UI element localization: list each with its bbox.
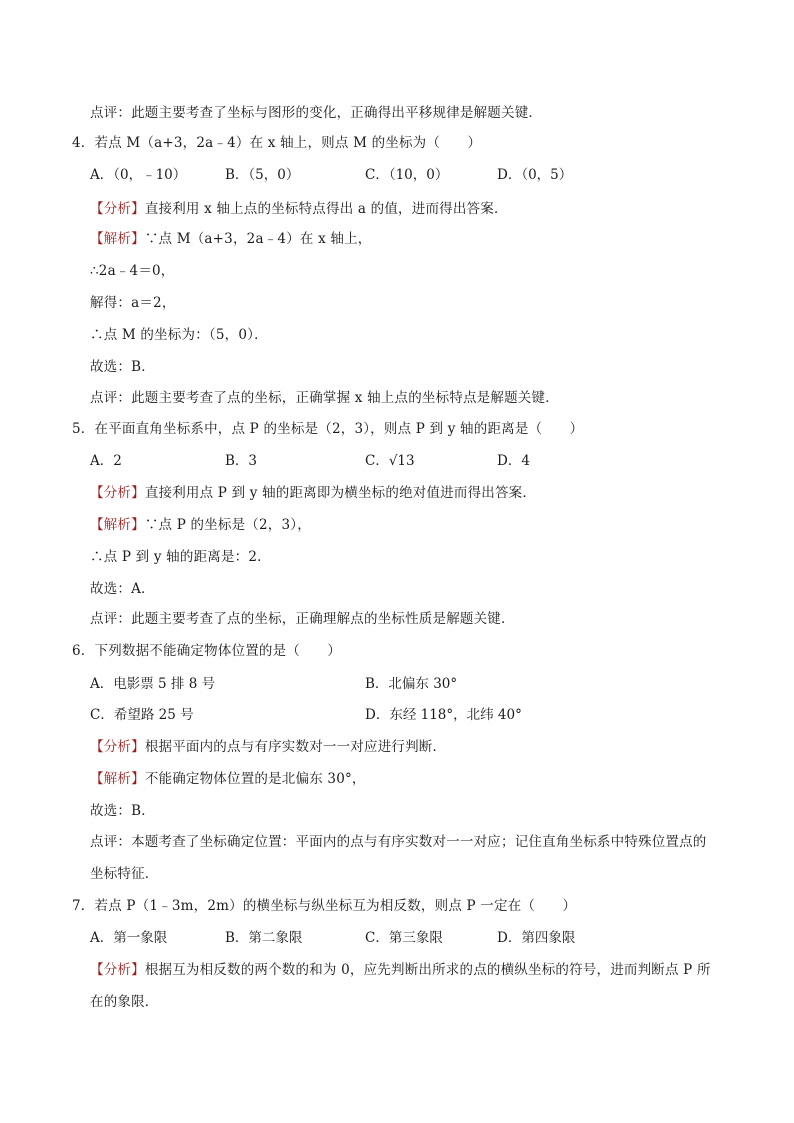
choice-c6b: B．北偏东 30° bbox=[365, 676, 458, 692]
choice-c6d: D．东经 118°，北纬 40° bbox=[365, 707, 522, 723]
line-text: 故选：A． bbox=[90, 581, 155, 597]
choice-c5a: A．2 bbox=[90, 453, 122, 469]
line-text: 根据互为相反数的两个数的和为 0，应先判断出所求的点的横纵坐标的符号，进而判断点 P 所 bbox=[144, 962, 711, 978]
text-line-a6a bbox=[90, 738, 446, 756]
line-text: 在的象限． bbox=[90, 994, 159, 1010]
text-line-a6d bbox=[90, 833, 707, 851]
choice-c5c: C．√13 bbox=[365, 453, 415, 469]
text-line-q7 bbox=[72, 897, 576, 915]
line-text: ∴点 M 的坐标为：（5，0）． bbox=[90, 327, 268, 343]
choice-c5b: B．3 bbox=[225, 453, 258, 469]
line-text: 7．若点 P（1﹣3m，2m）的横坐标与纵坐标互为相反数，则点 P 一定在（ ） bbox=[72, 898, 577, 914]
text-line-q5 bbox=[72, 420, 583, 438]
line-text: 4．若点 M（a+3，2a﹣4）在 x 轴上，则点 M 的坐标为（ ） bbox=[72, 135, 482, 151]
text-line-a4f bbox=[90, 358, 155, 376]
text-line-q4 bbox=[72, 134, 481, 152]
text-line-a4b bbox=[90, 230, 372, 248]
line-text: 点评：此题主要考查了点的坐标，正确掌握 x 轴上点的坐标特点是解题关键． bbox=[90, 390, 559, 406]
text-line-a5c bbox=[90, 548, 271, 566]
text-line-a5b bbox=[90, 516, 311, 534]
section-tag: 【分析】 bbox=[90, 201, 145, 217]
section-tag: 【解析】 bbox=[90, 517, 145, 533]
line-text: 根据平面内的点与有序实数对一一对应进行判断． bbox=[144, 739, 447, 755]
text-line-a5e bbox=[90, 610, 515, 628]
line-text: ∵点 P 的坐标是（2，3）， bbox=[144, 517, 311, 533]
text-line-a6c bbox=[90, 802, 155, 820]
line-text: 坐标特征． bbox=[90, 866, 159, 882]
choice-c5d: D．4 bbox=[497, 453, 530, 469]
text-line-a4d bbox=[90, 294, 176, 312]
text-line-a4c bbox=[90, 262, 175, 280]
text-line-a7a bbox=[90, 961, 711, 979]
choice-c4d: D．（0，5） bbox=[497, 167, 573, 183]
choice-c7a: A．第一象限 bbox=[90, 930, 168, 946]
choice-c4b: B．（5，0） bbox=[225, 167, 300, 183]
text-line-a5a bbox=[90, 484, 536, 502]
text-line-a7b bbox=[90, 993, 159, 1011]
line-text: ∴点 P 到 y 轴的距离是：2． bbox=[90, 549, 271, 565]
choice-c7b: B．第二象限 bbox=[225, 930, 303, 946]
text-line-l1 bbox=[90, 104, 542, 122]
section-tag: 【解析】 bbox=[90, 771, 145, 787]
line-text: 6．下列数据不能确定物体位置的是（ ） bbox=[72, 643, 342, 659]
line-text: 解得：a＝2， bbox=[90, 295, 176, 311]
line-text: 直接利用 x 轴上点的坐标特点得出 a 的值，进而得出答案． bbox=[144, 201, 508, 217]
text-line-a4e bbox=[90, 326, 268, 344]
line-text: ∴2a﹣4＝0， bbox=[90, 263, 175, 279]
text-line-a6b bbox=[90, 770, 366, 788]
line-text: 故选：B． bbox=[90, 803, 155, 819]
line-text: 直接利用点 P 到 y 轴的距离即为横坐标的绝对值进而得出答案． bbox=[144, 485, 537, 501]
choice-c6a: A．电影票 5 排 8 号 bbox=[90, 676, 216, 692]
choice-c4c: C．（10，0） bbox=[365, 167, 449, 183]
text-line-a5d bbox=[90, 580, 155, 598]
line-text: 不能确定物体位置的是北偏东 30°， bbox=[144, 771, 366, 787]
line-text: 点评：此题主要考查了坐标与图形的变化，正确得出平移规律是解题关键． bbox=[90, 105, 543, 121]
section-tag: 【分析】 bbox=[90, 739, 145, 755]
text-line-q6 bbox=[72, 642, 341, 660]
text-line-a4g bbox=[90, 389, 559, 407]
section-tag: 【解析】 bbox=[90, 231, 145, 247]
choice-c6c: C．希望路 25 号 bbox=[90, 707, 194, 723]
choice-c7d: D．第四象限 bbox=[497, 930, 576, 946]
line-text: ∵点 M（a+3，2a﹣4）在 x 轴上， bbox=[144, 231, 372, 247]
choice-c7c: C．第三象限 bbox=[365, 930, 443, 946]
text-line-a4a bbox=[90, 200, 508, 218]
text-line-a6e bbox=[90, 865, 159, 883]
line-text: 5．在平面直角坐标系中，点 P 的坐标是（2，3），则点 P 到 y 轴的距离是（ ） bbox=[72, 421, 584, 437]
choice-c4a: A．（0，﹣10） bbox=[90, 167, 187, 183]
section-tag: 【分析】 bbox=[90, 485, 145, 501]
line-text: 故选：B． bbox=[90, 359, 155, 375]
section-tag: 【分析】 bbox=[90, 962, 145, 978]
line-text: 点评：本题考查了坐标确定位置：平面内的点与有序实数对一一对应；记住直角坐标系中特殊位置点的 bbox=[90, 834, 707, 850]
line-text: 点评：此题主要考查了点的坐标，正确理解点的坐标性质是解题关键． bbox=[90, 611, 515, 627]
